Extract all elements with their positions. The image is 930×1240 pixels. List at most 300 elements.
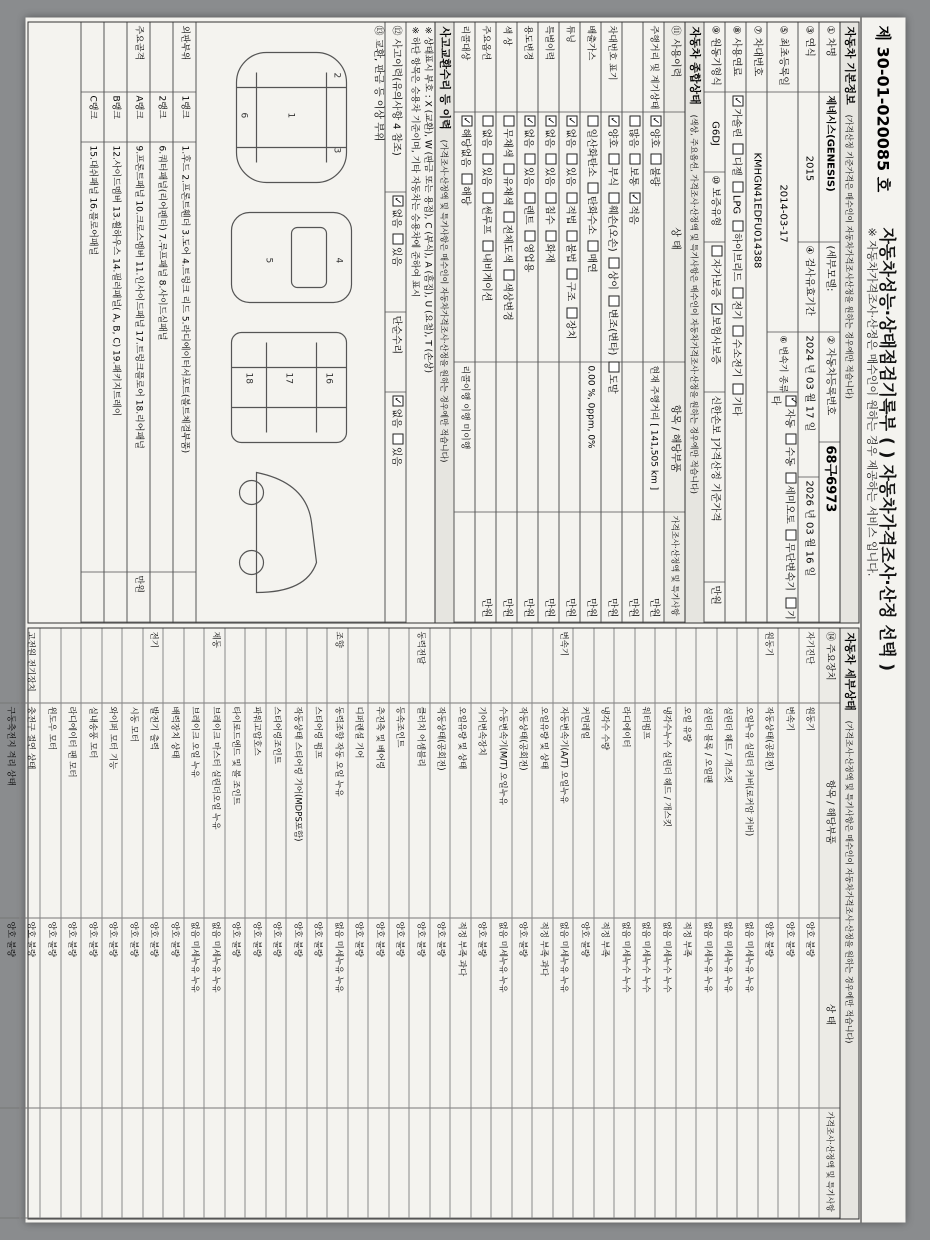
overall-checkbox[interactable] — [525, 116, 536, 127]
detail-item-label: 시동 모터 — [123, 704, 143, 919]
detail-group-label: 고전원 전기장치 — [21, 629, 41, 704]
overall-checkbox[interactable] — [609, 116, 620, 127]
detail-price-cell — [697, 1109, 717, 1219]
overall-checkbox[interactable] — [546, 116, 557, 127]
overall-option-label: 부식 — [606, 166, 618, 187]
overall-checkbox[interactable] — [567, 116, 578, 127]
warranty-option — [710, 303, 721, 364]
overall-row-label: 차대번호 표기 — [602, 23, 622, 113]
detail-group-label — [492, 629, 512, 704]
detail-row — [266, 629, 287, 1219]
overall-option — [502, 163, 513, 205]
overall-checkbox[interactable] — [462, 173, 473, 184]
car-side-view-outline — [257, 473, 317, 593]
overall-row-extra — [476, 363, 496, 513]
fuel-option-label: 수소전기 — [730, 338, 742, 378]
detail-price-cell — [267, 1109, 287, 1219]
transmission-option — [784, 530, 795, 591]
simple-repair-checkbox[interactable] — [393, 396, 404, 407]
detail-price-cell — [328, 1109, 348, 1219]
overall-row-options — [497, 113, 517, 363]
overall-checkbox[interactable] — [525, 154, 536, 165]
document-title: 자동차성능·상태점검기록부 ( ) 자동차가격조사·산정 선택 ) — [876, 227, 897, 672]
fuel-option — [731, 326, 742, 378]
detail-col-item: 항목 / 해당부품 — [820, 704, 840, 919]
detail-item-label: 충전구 절연 상태 — [21, 704, 41, 919]
svg-text:6: 6 — [238, 112, 249, 119]
fuel-option — [731, 383, 742, 415]
right-column — [5, 628, 860, 1220]
overall-col-state: 상 태 — [665, 113, 685, 363]
detail-state-value: 없음 미세누수 누수 — [636, 919, 656, 1109]
detail-item-label: 구동축전지 격리 상태 — [0, 704, 20, 919]
transmission-options — [768, 393, 798, 623]
svg-text:16: 16 — [323, 372, 334, 384]
overall-checkbox[interactable] — [525, 230, 536, 241]
detail-item-label: 냉각수 수량 — [595, 704, 615, 919]
detail-item-label: 라디에이터 팬 모터 — [62, 704, 82, 919]
engine-value: G6DJ — [705, 93, 725, 173]
overall-checkbox[interactable] — [567, 154, 578, 165]
name-value: 제네시스(GENESIS) — [820, 93, 840, 243]
overall-option — [460, 173, 471, 205]
overall-option — [544, 192, 555, 224]
detail-row — [594, 629, 615, 1219]
detail-item-label: 실내송풍 모터 — [82, 704, 102, 919]
detail-group-label — [82, 629, 102, 704]
basic-row-vin — [746, 23, 767, 623]
fuel-checkbox[interactable] — [733, 220, 744, 231]
rank-group-label: 주요골격 — [128, 23, 150, 93]
detail-price-cell — [677, 1109, 697, 1219]
accident-history-option — [391, 196, 402, 228]
detail-price-cell — [21, 1109, 41, 1219]
fuel-option-label: 하이브리드 — [730, 233, 742, 282]
overall-row-unit: 만원 — [602, 513, 622, 623]
rank-unit — [151, 573, 173, 623]
fuel-option-label: LPG — [730, 194, 742, 215]
rank-label: 2랭크 — [151, 93, 173, 143]
detail-item-label: 변속기 — [779, 704, 799, 919]
first-reg-label: ⑤ 최초등록일 — [768, 23, 798, 93]
overall-option-label: 전체도색 — [501, 224, 513, 264]
detail-group-label — [123, 629, 143, 704]
overall-option — [502, 269, 513, 321]
warranty-option-label: 보험사보증 — [709, 316, 721, 365]
basic-row-year — [798, 23, 819, 623]
overall-option-label: 구조 — [564, 281, 576, 302]
svg-text:5: 5 — [263, 257, 274, 264]
overall-checkbox[interactable] — [483, 116, 494, 127]
detail-price-cell — [779, 1109, 799, 1219]
detail-row — [655, 629, 676, 1219]
overall-checkbox[interactable] — [630, 154, 641, 165]
overall-checkbox[interactable] — [630, 116, 641, 127]
warranty-checkbox[interactable] — [712, 246, 723, 257]
overall-option — [565, 230, 576, 262]
overall-checkbox[interactable] — [567, 192, 578, 203]
overall-checkbox[interactable] — [483, 154, 494, 165]
fuel-checkbox[interactable] — [733, 143, 744, 154]
detail-row — [635, 629, 656, 1219]
rank-row — [81, 23, 104, 623]
overall-checkbox[interactable] — [483, 192, 494, 203]
overall-section-title — [685, 23, 704, 623]
overall-checkbox[interactable] — [567, 269, 578, 280]
overall-option-label: 있음 — [480, 166, 492, 187]
detail-row — [163, 629, 184, 1219]
detail-row — [122, 629, 143, 1219]
overall-option — [481, 240, 492, 301]
overall-option-label: 내비게이션 — [480, 253, 492, 302]
overall-row-label — [623, 23, 643, 113]
rank-rows — [81, 23, 196, 623]
overall-row-options — [455, 113, 475, 363]
accident-legend: ※ 상태표시 부호 : X (교환), W (판금 또는 용접), C (부식), A (흠집), U (요철), T (손상) — [422, 26, 433, 374]
detail-section-title — [840, 629, 859, 1219]
detail-col-main: ⑭ 주요장치 — [820, 629, 840, 704]
overall-option — [460, 116, 471, 168]
overall-option — [628, 192, 639, 224]
detail-group-label — [615, 629, 635, 704]
detail-row — [430, 629, 451, 1219]
detail-item-label: 실린더 헤드 / 개스킷 — [718, 704, 738, 919]
overall-checkbox[interactable] — [504, 269, 515, 280]
overall-checkbox[interactable] — [504, 211, 515, 222]
overall-row-label: 색 상 — [497, 23, 517, 113]
simple-repair-option-label: 없음 — [390, 408, 402, 428]
basic-row-fuel — [725, 23, 746, 623]
accident-history-option — [391, 234, 402, 266]
detail-item-label: 배력장치 상태 — [164, 704, 184, 919]
transmission-checkbox[interactable] — [786, 472, 797, 483]
transmission-option — [784, 472, 795, 524]
transmission-option-label: 수동 — [783, 446, 795, 467]
simple-repair-options — [386, 393, 406, 623]
overall-row — [475, 23, 496, 623]
overall-row-extra — [560, 363, 580, 513]
overall-checkbox[interactable] — [546, 192, 557, 203]
overall-row — [601, 23, 622, 623]
detail-item-label: 오일유량 및 상태 — [533, 704, 553, 919]
detail-price-cell — [390, 1109, 410, 1219]
overall-checkbox[interactable] — [504, 116, 515, 127]
fuel-checkbox[interactable] — [733, 326, 744, 337]
accident-history-option-label: 있음 — [390, 246, 402, 267]
detail-row — [348, 629, 369, 1219]
detail-header-row — [819, 629, 840, 1219]
rank-items: 6.쿼터패널(리어펜더) 7.루프패널 8.사이드실패널 — [151, 143, 173, 573]
overall-checkbox[interactable] — [609, 154, 620, 165]
doc-no-prefix: 제 — [873, 25, 893, 41]
accident-history-label: ⑫ 사고이력(유의사항 4 참조) — [386, 23, 406, 193]
detail-state-value: 양호 불량 — [287, 919, 307, 1109]
detail-price-cell — [369, 1109, 389, 1219]
overall-option-label: 있음 — [522, 166, 534, 187]
detail-state-value: 없음 미세누유 누유 — [205, 919, 225, 1109]
detail-state-value: 양호 불량 — [41, 919, 61, 1109]
accident-section-title — [435, 23, 454, 623]
detail-state-value: 양호 불량 — [103, 919, 123, 1109]
overall-row-extra: 리콜이행 이행 미이행 — [455, 363, 475, 513]
rank-label: A랭크 — [128, 93, 150, 143]
overall-option — [607, 116, 618, 148]
fuel-checkbox[interactable] — [733, 383, 744, 394]
transmission-option-label: 세미오토 — [783, 485, 795, 524]
svg-text:17: 17 — [283, 372, 294, 384]
detail-state-value: 양호 불량 — [472, 919, 492, 1109]
fuel-option — [731, 287, 742, 319]
rank-group-label — [151, 23, 173, 93]
detail-item-label: 클러치 어셈블리 — [410, 704, 430, 919]
fuel-checkbox[interactable] — [733, 182, 744, 193]
overall-col-price: 가격조사·산정액 및 특기사항 — [665, 513, 685, 623]
overall-option-label: 유채색 — [501, 176, 513, 206]
detail-row — [61, 629, 82, 1219]
overall-checkbox[interactable] — [567, 230, 578, 241]
accident-history-checkbox[interactable] — [393, 196, 404, 207]
detail-price-cell — [103, 1109, 123, 1219]
overall-checkbox[interactable] — [546, 230, 557, 241]
detail-price-cell — [246, 1109, 266, 1219]
fuel-option-label: 전기 — [730, 300, 742, 320]
detail-row — [184, 629, 205, 1219]
overall-option — [544, 154, 555, 186]
detail-group-label — [677, 629, 697, 704]
overall-option-label: 없음 — [480, 128, 492, 148]
detail-item-label: 파워고압호스 — [246, 704, 266, 919]
engine-label: ⑨ 원동기형식 — [705, 23, 725, 93]
overall-checkbox[interactable] — [567, 307, 578, 318]
detail-group-label: 조향 — [328, 629, 348, 704]
detail-item-label: 윈도우 모터 — [41, 704, 61, 919]
overall-option — [502, 116, 513, 158]
detail-state-value: 양호 불량 — [144, 919, 164, 1109]
detail-row — [553, 629, 574, 1219]
detail-state-value: 없음 미세누유 누유 — [492, 919, 512, 1109]
detail-row — [225, 629, 246, 1219]
name-label: ① 차명 — [820, 23, 840, 93]
rank-label: B랭크 — [105, 93, 127, 143]
overall-option — [523, 154, 534, 186]
detail-row — [409, 629, 430, 1219]
detail-row — [204, 629, 225, 1219]
overall-row — [454, 23, 475, 623]
detail-item-label: 오일유량 및 상태 — [451, 704, 471, 919]
detail-item-label: 등속조인트 — [390, 704, 410, 919]
overall-row — [538, 23, 559, 623]
overall-col-item: 항목 / 해당부품 — [665, 363, 685, 513]
doc-no-suffix: 호 — [873, 176, 893, 193]
overall-option-label: 없음 — [522, 128, 534, 148]
overall-option — [628, 154, 639, 186]
detail-row — [450, 629, 471, 1219]
detail-state-value: 양호 불량 — [82, 919, 102, 1109]
overall-checkbox[interactable] — [630, 192, 641, 203]
overall-row-options — [602, 113, 622, 394]
detail-price-cell — [800, 1109, 820, 1219]
overall-option-label: 적음 — [627, 205, 639, 225]
detail-group-label — [267, 629, 287, 704]
overall-checkbox[interactable] — [651, 154, 662, 165]
fuel-checkbox[interactable] — [733, 287, 744, 298]
rank-row — [173, 23, 196, 623]
simple-repair-option — [391, 434, 402, 466]
overall-row-unit: 만원 — [560, 513, 580, 623]
detail-row — [286, 629, 307, 1219]
rank-group-label — [82, 23, 104, 93]
detail-group-label — [103, 629, 123, 704]
overall-row-label: 리콜대상 — [455, 23, 475, 113]
detail-item-label: 동력조향 작동 오일 누유 — [328, 704, 348, 919]
detail-model-label: (세부모델: — [820, 243, 840, 333]
overall-checkbox[interactable] — [462, 116, 473, 127]
basic-info-section-title — [840, 23, 859, 623]
overall-option — [565, 192, 576, 224]
overall-row-unit — [455, 513, 475, 623]
detail-price-cell — [595, 1109, 615, 1219]
overall-checkbox[interactable] — [609, 296, 620, 307]
detail-price-cell — [451, 1109, 471, 1219]
detail-price-cell — [513, 1109, 533, 1219]
price-basis-unit: 만원 — [705, 583, 725, 623]
overall-header-row — [664, 23, 685, 623]
basic-section-label: 자동차 기본정보 — [843, 26, 857, 105]
first-reg-value: 2014-03-17 — [768, 93, 798, 333]
transmission-checkbox[interactable] — [786, 597, 797, 608]
year-label: ③ 연식 — [799, 23, 819, 93]
detail-row — [614, 629, 635, 1219]
detail-row — [20, 629, 41, 1219]
accident-history-checkbox[interactable] — [393, 234, 404, 245]
detail-item-label: 타이로드엔드 및 볼 조인트 — [226, 704, 246, 919]
detail-price-cell — [205, 1109, 225, 1219]
detail-state-value: 양호 불량 — [779, 919, 799, 1109]
detail-price-cell — [615, 1109, 635, 1219]
fuel-option — [731, 143, 742, 175]
overall-option-label: 영업용 — [522, 243, 534, 273]
overall-row-extra: 0.00 %, 0ppm, 0% — [581, 363, 601, 513]
detail-price-cell — [472, 1109, 492, 1219]
detail-price-cell — [656, 1109, 676, 1219]
rank-unit: 만원 — [128, 573, 150, 623]
detail-price-cell — [349, 1109, 369, 1219]
warranty-checkbox[interactable] — [712, 303, 723, 314]
inspect-to: 2026 년 03 월 16 일 — [799, 478, 819, 623]
overall-row-unit: 만원 — [497, 513, 517, 623]
detail-price-cell — [185, 1109, 205, 1219]
overall-checkbox[interactable] — [483, 240, 494, 251]
price-basis-label: 신한손보 ]가격산정 기준가격 — [705, 393, 725, 583]
overall-checkbox[interactable] — [609, 192, 620, 203]
overall-option-label: 렌트 — [522, 205, 534, 225]
detail-group-label — [513, 629, 533, 704]
overall-checkbox[interactable] — [504, 163, 515, 174]
detail-state-value: 양호 불량 — [246, 919, 266, 1109]
detail-item-label: 추진축 및 베어링 — [369, 704, 389, 919]
detail-price-cell — [431, 1109, 451, 1219]
overall-checkbox[interactable] — [588, 240, 599, 251]
warranty-option-label: 자가보증 — [709, 258, 721, 298]
transmission-checkbox[interactable] — [786, 396, 797, 407]
overall-checkbox[interactable] — [651, 116, 662, 127]
overall-option-label: 해당없음 — [459, 128, 471, 168]
fuel-checkbox[interactable] — [733, 96, 744, 107]
accident-section-note: (가격조사·산정액 및 특기사항은 매수인이 자동차가격조사·산정을 원하는 경우에만 적습니다) — [439, 139, 449, 463]
detail-state-value: 없음 미세누유 누유 — [697, 919, 717, 1109]
detail-group-label — [164, 629, 184, 704]
svg-text:2: 2 — [331, 72, 342, 79]
detail-group-label — [697, 629, 717, 704]
rank-items: 1.후드 2.프론트휀더 3.도어 4.트렁크 리드 5.라디에이터서포트(볼트체결부품) — [174, 143, 196, 573]
rank-label: 1랭크 — [174, 93, 196, 143]
rank-group-label: 외판부위 — [174, 23, 196, 93]
detail-state-value: 양호 불량 — [62, 919, 82, 1109]
detail-group-label — [451, 629, 471, 704]
rank-items: 15.대쉬패널 16.플로어패널 — [82, 143, 104, 573]
overall-rows — [454, 23, 664, 623]
rank-unit — [82, 573, 104, 623]
detail-group-label — [62, 629, 82, 704]
overall-checkbox[interactable] — [588, 116, 599, 127]
detail-item-label: 작동상태 스티어링 기어(MDPS포함) — [287, 704, 307, 919]
overall-row-options — [644, 113, 664, 363]
detail-group-label — [431, 629, 451, 704]
accident-history-options — [386, 193, 406, 313]
overall-option — [523, 230, 534, 272]
overall-option — [607, 154, 618, 186]
detail-state-value: 양호 불량 — [574, 919, 594, 1109]
overall-row — [643, 23, 664, 623]
detail-state-value: 양호 불량 — [369, 919, 389, 1109]
detail-row — [368, 629, 389, 1219]
overall-row — [622, 23, 643, 623]
overall-option-label: 화재 — [543, 243, 555, 263]
fuel-option — [731, 96, 742, 138]
transmission-checkbox[interactable] — [786, 434, 797, 445]
detail-row — [717, 629, 738, 1219]
detail-state-value: 적정 부족 과다 — [533, 919, 553, 1109]
accident-section-label: 사고교환수리 등 이력 — [438, 26, 452, 130]
overall-option — [607, 258, 618, 290]
overall-option — [481, 116, 492, 148]
detail-price-cell — [738, 1109, 758, 1219]
detail-state-value: 적정 부족 — [677, 919, 697, 1109]
detail-state-value: 없음 미세누수 누수 — [615, 919, 635, 1109]
detail-item-label: 브레이크 마스터 실린더오일 누유 — [205, 704, 225, 919]
detail-group-label — [533, 629, 553, 704]
overall-row-unit: 만원 — [623, 513, 643, 623]
simple-repair-checkbox[interactable] — [393, 434, 404, 445]
overall-row-extra — [602, 363, 622, 513]
overall-section-note: (색상, 주요옵션, 가격조사·산정액 및 특기사항은 매수인이 자동차가격조사·산정을 원하는 경우에만 적습니다) — [689, 114, 699, 494]
car-frame-view-outline — [232, 333, 347, 443]
overall-option-label: 양호 — [648, 128, 660, 148]
detail-group-label — [185, 629, 205, 704]
overall-option — [628, 116, 639, 148]
car-diagram-row — [196, 23, 385, 623]
transmission-checkbox[interactable] — [786, 530, 797, 541]
overall-checkbox[interactable] — [546, 154, 557, 165]
overall-option-label: 많음 — [627, 128, 639, 148]
rank-items: 9.프론트패널 10.크로스멤버 11.인사이드패널 17.트렁크플로어 18.리어패널 — [128, 143, 150, 573]
car-diagram — [202, 43, 367, 603]
overall-checkbox[interactable] — [588, 183, 599, 194]
detail-section-label: 자동차 세부상태 — [843, 632, 857, 711]
overall-checkbox[interactable] — [609, 258, 620, 269]
overall-checkbox[interactable] — [525, 192, 536, 203]
overall-option-label: 보통 — [627, 166, 639, 187]
